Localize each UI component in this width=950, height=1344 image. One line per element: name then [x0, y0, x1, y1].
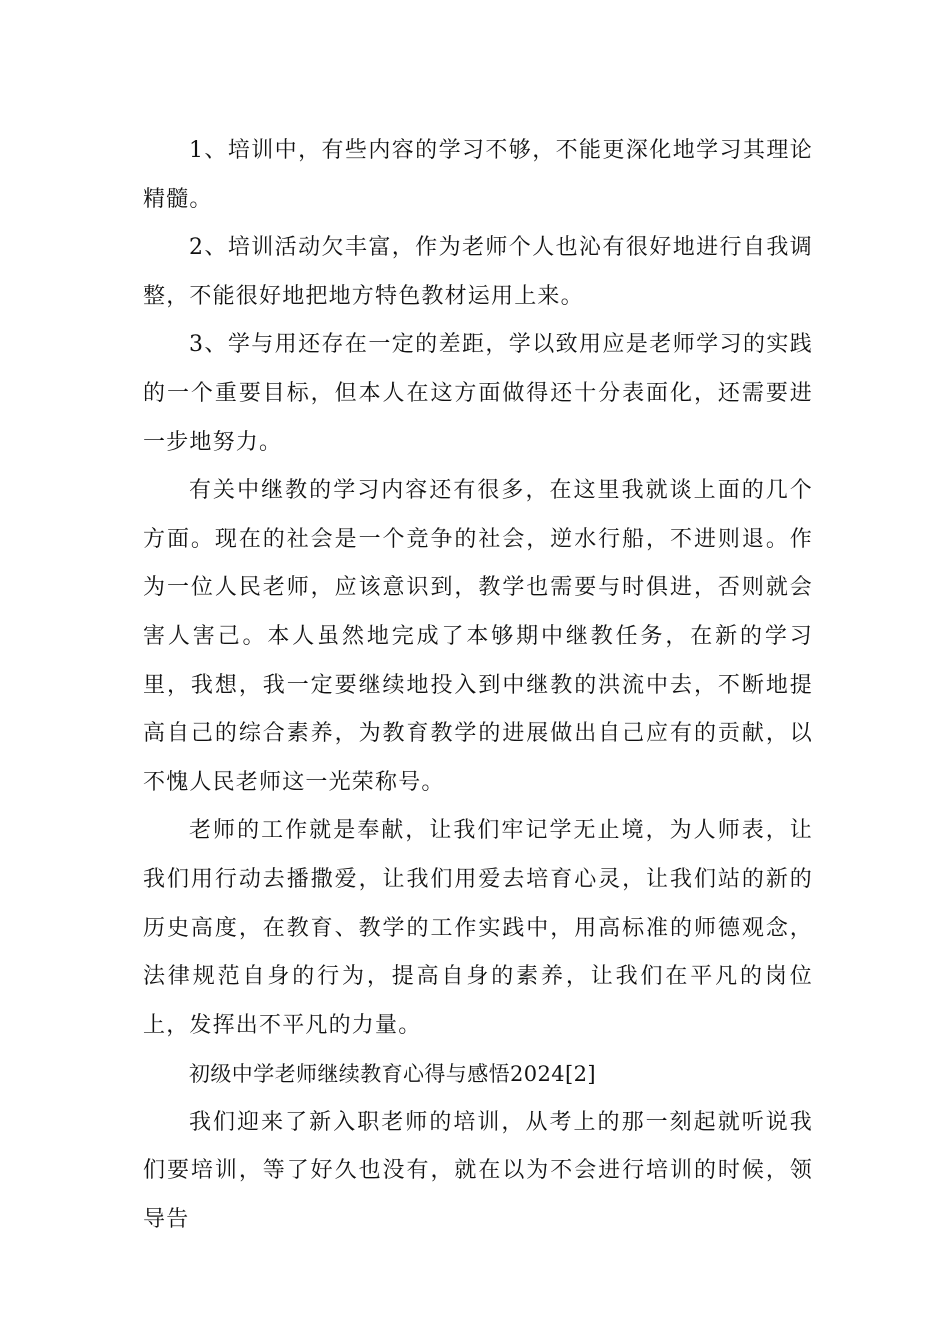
- paragraph-5: 老师的工作就是奉献，让我们牢记学无止境，为人师表，让我们用行动去播撒爱，让我们用爱去培育心灵，让我们站的新的历史高度，在教育、教学的工作实践中，用高标准的师德观念，法律规范自身的行为，提高自身的素养，让我们在平凡的岗位上，发挥出不平凡的力量。: [143, 818, 813, 1038]
- paragraph-3: 3、学与用还存在一定的差距，学以致用应是老师学习的实践的一个重要目标，但本人在这方面做得还十分表面化，还需要进一步地努力。: [143, 332, 813, 455]
- paragraph-6: 我们迎来了新入职老师的培训，从考上的那一刻起就听说我们要培训，等了好久也没有，就在以为不会进行培训的时候，领导告: [143, 1109, 813, 1233]
- paragraph-4: 有关中继教的学习内容还有很多，在这里我就谈上面的几个方面。现在的社会是一个竞争的社会，逆水行船，不进则退。作为一位人民老师，应该意识到，教学也需要与时俱进，否则就会害人害己。本人虽然地完成了本够期中继教任务，在新的学习里，我想，我一定要继续地投入到中继教的洪流中去，不断地提高自己的综合素养，为教育教学的进展做出自己应有的贡献，以不愧人民老师这一光荣称号。: [143, 478, 813, 795]
- paragraph-1: 1、培训中，有些内容的学习不够，不能更深化地学习其理论精髓。: [143, 138, 813, 212]
- section-title: 初级中学老师继续教育心得与感悟2024[2]: [189, 1062, 596, 1087]
- paragraph-2: 2、培训活动欠丰富，作为老师个人也沁有很好地进行自我调整，不能很好地把地方特色教材运用上来。: [143, 235, 813, 309]
- document-body: [143, 127, 813, 1245]
